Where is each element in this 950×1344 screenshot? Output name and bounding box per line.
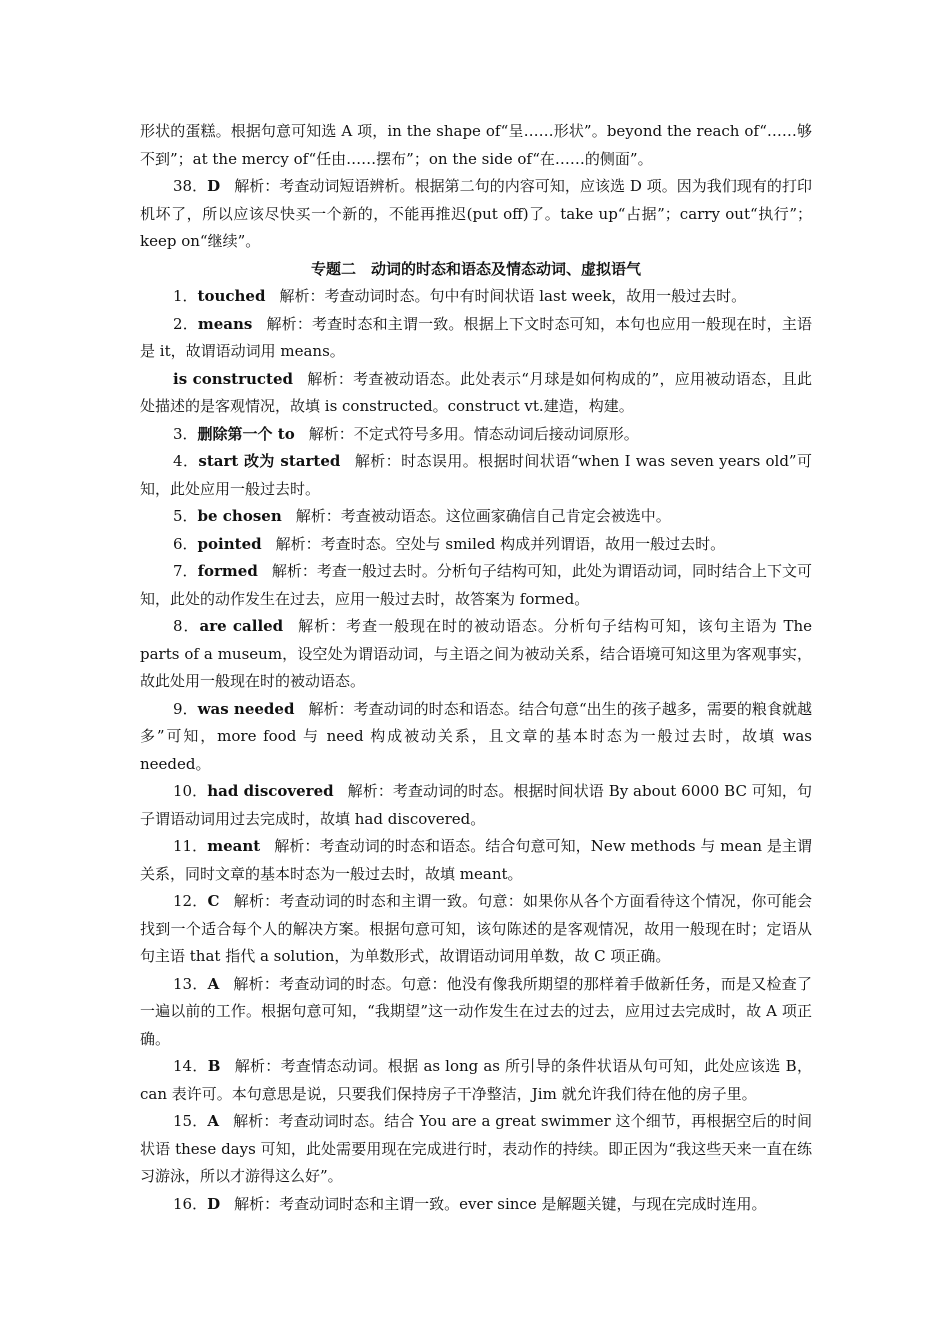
item-number: 1．: [173, 287, 198, 305]
item-explanation: 解析：时态误用。根据时间状语“when I was seven years old”可知，此处应用一般过去时。: [140, 452, 813, 498]
item-answer: C: [207, 892, 220, 910]
item-number: 38．: [173, 177, 208, 195]
item-number: 12．: [173, 892, 208, 910]
item-number: 6．: [173, 534, 198, 553]
answer-item-38: [140, 173, 812, 256]
item-explanation: 解析：考查动词时态。结合 You are a great swimmer 这个细节，再根据空后的时间状语 these days 可知，此处需要用现在完成进行时，表动作的持续。即正因为“我这些天来一直在练习游泳，所以才游得这么好”。: [140, 1112, 812, 1185]
item-explanation: 解析：考查情态动词。根据 as long as 所引导的条件状语从句可知，此处应该选 B，can 表许可。本句意思是说，只要我们保持房子干净整洁，Jim 就允许我们待在他的房子里。: [140, 1057, 812, 1103]
item-number: 16．: [173, 1194, 208, 1213]
item-answer: D: [207, 1194, 221, 1213]
item-answer: 删除第一个 to: [197, 424, 295, 443]
item-answer: be chosen: [197, 507, 282, 525]
answer-item: [140, 503, 812, 531]
item-explanation: 解析：考查动词的时态。根据时间状语 By about 6000 BC 可知，句子谓语动词用过去完成时，故填 had discovered。: [140, 782, 812, 828]
item-number: 15．: [173, 1112, 208, 1130]
section-title: 专题二 动词的时态和语态及情态动词、虚拟语气: [310, 259, 641, 278]
answer-item: [140, 971, 812, 1054]
answer-item: [140, 448, 812, 503]
item-answer: A: [207, 974, 220, 993]
item-explanation: 解析：考查一般现在时的被动语态。分析句子结构可知，该句主语为 The parts of a museum，设空处为谓语动词，与主语之间为被动关系，结合语境可知这里为客观事实，故此处用一般现在时的被动语态。: [140, 617, 812, 690]
answer-list: [140, 283, 812, 1218]
item-answer: pointed: [197, 534, 262, 553]
item-number: 8．: [173, 617, 200, 635]
item-explanation: 解析：考查时态。空处与 smiled 构成并列谓语，故用一般过去时。: [275, 534, 726, 553]
item-number: 13．: [173, 974, 208, 993]
answer-item: [140, 558, 812, 613]
answer-item: [140, 283, 812, 311]
item-answer: had discovered: [207, 782, 334, 800]
answer-item: [140, 1053, 812, 1108]
item-answer: touched: [197, 287, 266, 305]
item-explanation: 解析：考查动词的时态和主谓一致。句意：如果你从各个方面看待这个情况，你可能会找到一个适合每个人的解决方案。根据句意可知，该句陈述的是客观情况，故用一般现在时；定语从句主语 that 指代 a solution，为单数形式，故谓语动词用单数，故 C 项正确。: [140, 892, 812, 965]
item-explanation: 解析：考查一般过去时。分析句子结构可知，此处为谓语动词，同时结合上下文可知，此处的动作发生在过去，应用一般过去时，故答案为 formed。: [140, 562, 812, 608]
item-explanation: 解析：考查动词的时态和语态。结合句意可知，New methods 与 mean 是主谓关系，同时文章的基本时态为一般过去时，故填 meant。: [140, 837, 812, 883]
item-explanation: 解析：考查动词时态和主谓一致。ever since 是解题关键，与现在完成时连用。: [234, 1194, 767, 1213]
item-answer: B: [207, 1057, 221, 1075]
item-explanation: 解析：考查被动语态。这位画家确信自己肯定会被选中。: [295, 507, 671, 525]
answer-item: [140, 613, 812, 696]
item-explanation: 解析：考查动词的时态和语态。结合句意“出生的孩子越多，需要的粮食就越多”可知，more food 与 need 构成被动关系，且文章的基本时态为一般过去时，故填 was needed。: [140, 699, 813, 773]
item-explanation: 解析：考查被动语态。此处表示“月球是如何构成的”，应用被动语态，且此处描述的是客观情况，故填 is constructed。construct vt.建造，构建。: [140, 369, 813, 415]
item-answer: D: [207, 177, 221, 195]
item-answer: start 改为 started: [198, 452, 341, 470]
item-answer: means: [197, 314, 253, 333]
answer-item: [140, 778, 812, 833]
item-answer: was needed: [197, 699, 295, 718]
continuation-text: 形状的蛋糕。根据句意可知选 A 项，in the shape of“呈……形状”。beyond the reach of“……够不到”；at the mercy of“任由……摆布”；on the side of“在……的侧面”。: [140, 122, 812, 168]
item-number: 7．: [173, 562, 198, 580]
answer-item: [140, 833, 812, 888]
item-number: 3．: [173, 424, 198, 443]
item-number: 5．: [173, 507, 198, 525]
item-answer: is constructed: [173, 369, 293, 388]
item-answer: A: [207, 1112, 219, 1130]
answer-key-content: [140, 118, 812, 1218]
item-explanation: 解析：考查时态和主谓一致。根据上下文时态可知，本句也应用一般现在时，主语是 it，故谓语动词用 means。: [140, 314, 812, 360]
answer-item: [140, 1108, 812, 1191]
item-number: 14．: [173, 1057, 208, 1075]
item-number: 9．: [173, 699, 198, 718]
item-number: 4．: [173, 452, 199, 470]
item-number: 10．: [173, 782, 208, 800]
answer-item: [140, 888, 812, 971]
continuation-paragraph: [140, 118, 812, 173]
item-explanation: 解析：考查动词短语辨析。根据第二句的内容可知，应该选 D 项。因为我们现有的打印机坏了，所以应该尽快买一个新的，不能再推迟(put off)了。take up“占据”；carry out“执行”；keep on“继续”。: [140, 177, 812, 250]
item-explanation: 解析：考查动词的时态。句意：他没有像我所期望的那样着手做新任务，而是又检查了一遍以前的工作。根据句意可知，“我期望”这一动作发生在过去的过去，应用过去完成时，故 A 项正确。: [140, 974, 812, 1048]
item-answer: formed: [197, 562, 258, 580]
item-explanation: 解析：考查动词时态。句中有时间状语 last week，故用一般过去时。: [279, 287, 747, 305]
answer-item: [140, 366, 812, 421]
answer-item: [140, 311, 812, 366]
answer-item: [140, 696, 812, 779]
item-number: 2．: [173, 314, 198, 333]
item-explanation: 解析：不定式符号多用。情态动词后接动词原形。: [308, 424, 639, 443]
item-number: 11．: [173, 837, 208, 855]
answer-item: [140, 1191, 812, 1219]
item-answer: meant: [207, 837, 261, 855]
item-answer: are called: [199, 617, 284, 635]
answer-item: [140, 531, 812, 559]
answer-item: [140, 421, 812, 449]
